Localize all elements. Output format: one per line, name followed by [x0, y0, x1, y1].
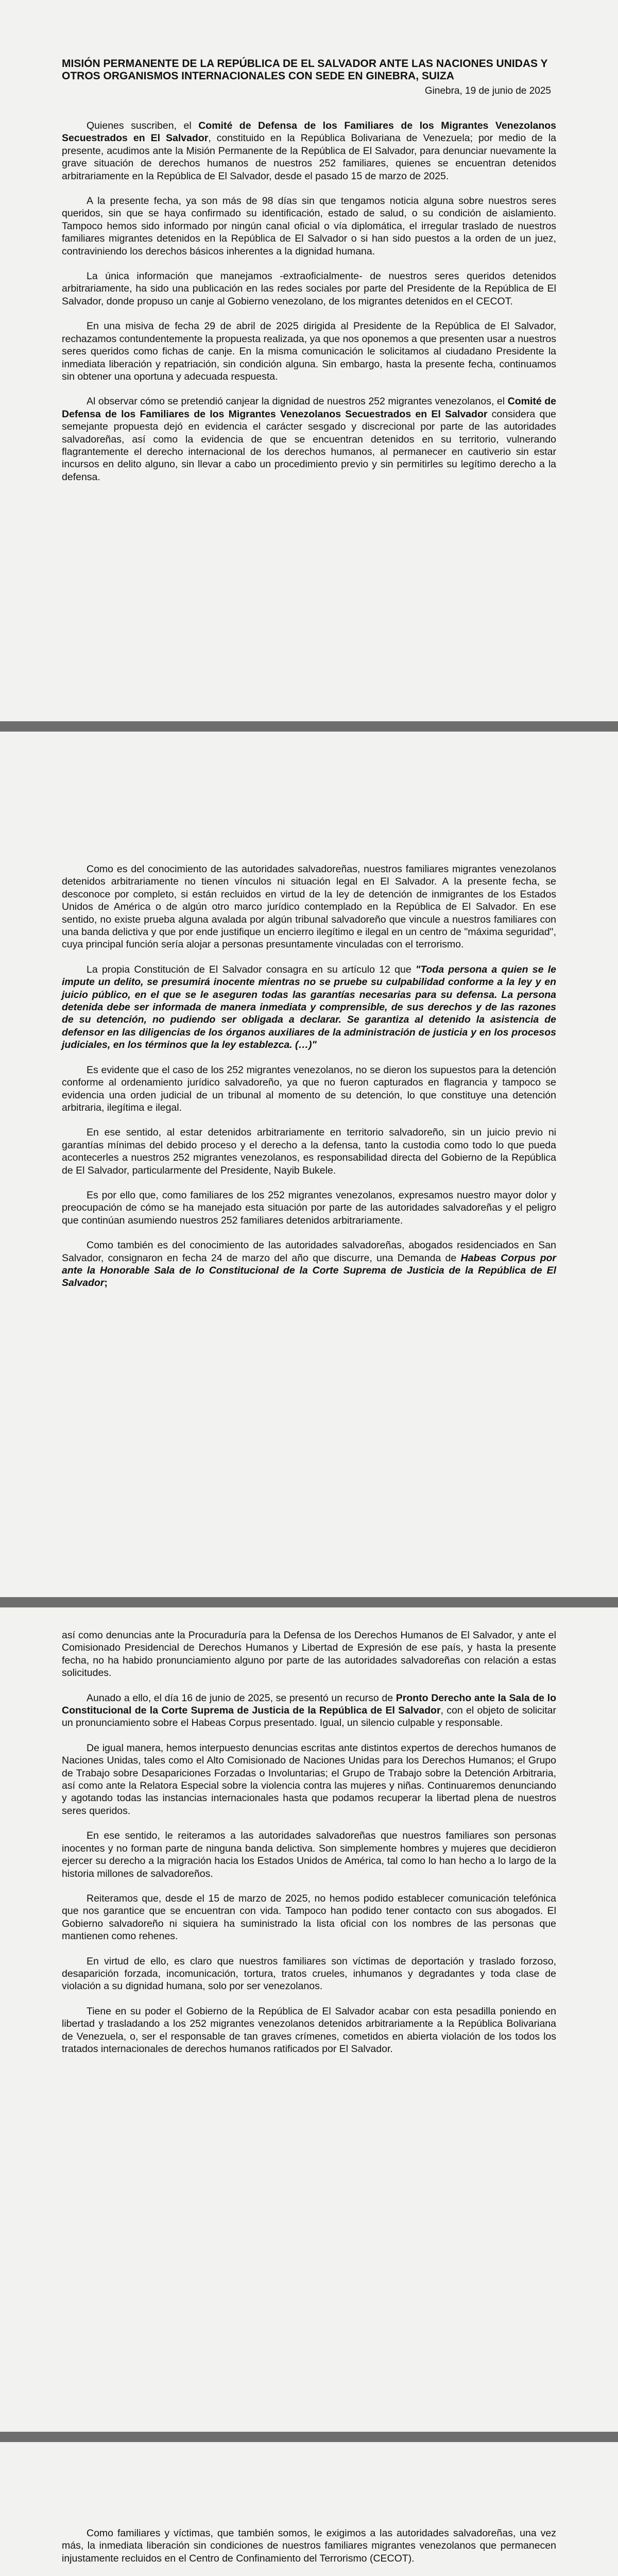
- page-3: [0, 1607, 618, 2432]
- paragraph-only-information: La única información que manejamos -extraoficialmente- de nuestros seres queridos detenidos arbitrariamente, ha sido una publicación en las redes sociales por parte del Presidente de la República de El Salvador, donde propuso un canje al Gobierno venezolano, de los migrantes detenidos en el CECOT.: [62, 270, 556, 307]
- paragraph-constitution: La propia Constitución de El Salvador consagra en su artículo 12 que "Toda persona a quien se le impute un delito, se presumirá inocente mientras no se pruebe su culpabilidad conforme a la ley y en juicio público, en el que se le aseguren todas las garantías necesarias para su defensa. La persona detenida debe ser informada de manera inmediata y comprensible, de sus derechos y de las razones de su detención, no pudiendo ser obligada a declarar. Se garantiza al detenido la asistencia de defensor en las diligencias de los órganos auxiliares de la administración de justicia y en los procesos judiciales, en los términos que la ley establezca. (…)": [62, 963, 556, 1051]
- paragraph-arbitrary-detention: Es evidente que el caso de los 252 migrantes venezolanos, no se dieron los supuestos para la detención conforme al ordenamiento jurídico salvadoreño, ya que no fueron capturados en flagrancia y tampoco se evidencia una orden judicial de un tribunal al momento de su detención, lo que constituye una detención arbitraria, ilegítima e ilegal.: [62, 1064, 556, 1113]
- paragraph-concern: Es por ello que, como familiares de los 252 migrantes venezolanos, expresamos nuestro mayor dolor y preocupación de cómo se ha manejado esta situación por parte de las autoridades salvadoreñas y el peligro que continúan asumiendo nuestros 252 familiares detenidos arbitrariamente.: [62, 1189, 556, 1226]
- page-1: [0, 0, 618, 721]
- paragraph-government-power: Tiene en su poder el Gobierno de la República de El Salvador acabar con esta pesadilla poniendo en libertad y trasladando a los 252 migrantes venezolanos detenidos arbitrariamente a la República Bolivariana de Venezuela, o, ser el responsable de tan graves crímenes, cometidos en abierta violación de los todos los tratados internacionales de derechos humanos ratificados por El Salvador.: [62, 2005, 556, 2055]
- paragraph-days-without-news: A la presente fecha, ya son más de 98 días sin que tengamos noticia alguna sobre nuestros seres queridos, sin que se haya confirmado su identificación, estado de salud, o su condición de aislamiento. Tampoco hemos sido informado por ningún canal oficial o vía diplomática, el irregular traslado de nuestros familiares migrantes detenidos en la República de El Salvador o si han sido puestos a la orden de un juez, contraviniendo los derechos básicos inherentes a la dignidad humana.: [62, 195, 556, 257]
- document-date: Ginebra, 19 de junio de 2025: [424, 86, 551, 96]
- paragraph-un-complaints: De igual manera, hemos interpuesto denuncias escritas ante distintos expertos de derechos humanos de Naciones Unidas, tales como el Alto Comisionado de Naciones Unidas para los Derechos Humanos; el Grupo de Trabajo sobre Desapariciones Forzadas o Involuntarias; el Grupo de Trabajo sobre la Detención Arbitraria, así como ante la Relatora Especial sobre la violencia contra las mujeres y niñas. Continuaremos denunciando y agotando todas las instancias internacionales hasta que podamos recuperar la libertad plena de nuestros seres queridos.: [62, 1742, 556, 1817]
- page-4: [0, 2442, 618, 2576]
- document-heading: MISIÓN PERMANENTE DE LA REPÚBLICA DE EL SALVADOR ANTE LAS NACIONES UNIDAS Y OTROS ORGANISMOS INTERNACIONALES CON SEDE EN GINEBRA, SUIZA: [62, 58, 548, 82]
- paragraph-no-communication: Reiteramos que, desde el 15 de marzo de 2025, no hemos podido establecer comunicación telefónica que nos garantice que se encuentran con vida. Tampoco han podido tener contacto con sus abogados. El Gobierno salvadoreño ni siquiera ha suministrado la lista oficial con los nombres de las personas que mantienen como rehenes.: [62, 1892, 556, 1942]
- paragraph-habeas-continued: así como denuncias ante la Procuraduría para la Defensa de los Derechos Humanos de El Salvador, y ante el Comisionado Presidencial de Derechos Humanos y Libertad de Expresión de ese país, y hasta la presente fecha, no ha habido pronunciamiento alguno por parte de las autoridades salvadoreñas con relación a estas solicitudes.: [62, 1630, 556, 1679]
- paragraph-demand-release: Como familiares y víctimas, que también somos, le exigimos a las autoridades salvadoreñas, una vez más, la inmediata liberación sin condiciones de nuestros familiares migrantes venezolanos que permanecen injustamente recluidos en el Centro de Confinamiento del Terrorismo (CECOT).: [62, 2528, 556, 2564]
- paragraph-missive: En una misiva de fecha 29 de abril de 2025 dirigida al Presidente de la República de El Salvador, rechazamos contundentemente la propuesta realizada, ya que nos oponemos a que presenten usar a nuestros seres queridos como fichas de canje. En la misma comunicación le solicitamos al ciudadano Presidente la inmediata liberación y repatriación, sin condición alguna. Sin embargo, hasta la presente fecha, continuamos sin obtener una oportuna y adecuada respuesta.: [62, 320, 556, 382]
- paragraph-victims: En virtud de ello, es claro que nuestros familiares son víctimas de deportación y traslado forzoso, desaparición forzada, incomunicación, tortura, tratos crueles, inhumanos y degradantes y toda clase de violación a su dignidad humana, solo por ser venezolanos.: [62, 1955, 556, 1992]
- paragraph-responsibility: En ese sentido, al estar detenidos arbitrariamente en territorio salvadoreño, sin un juicio previo ni garantías mínimas del debido proceso y el derecho a la defensa, tanto la custodia como todo lo que pueda acontecerles a nuestros 252 migrantes venezolanos, es responsabilidad directa del Gobierno de la República de El Salvador, particularmente del Presidente, Nayib Bukele.: [62, 1127, 556, 1176]
- paragraph-pronto-derecho: Aunado a ello, el día 16 de junio de 2025, se presentó un recurso de Pronto Derecho ante la Sala de lo Constitucional de la Corte Suprema de Justicia de la República de El Salvador, con el objeto de solicitar un pronunciamiento sobre el Habeas Corpus presentado. Igual, un silencio culpable y responsable.: [62, 1692, 557, 1729]
- page-2: [0, 732, 618, 1597]
- paragraph-swap-proposal: Al observar cómo se pretendió canjear la dignidad de nuestros 252 migrantes venezolanos, el Comité de Defensa de los Familiares de los Migrantes Venezolanos Secuestrados en El Salvador considera que semejante propuesta dejó en evidencia el carácter sesgado y discrecional por parte de las autoridades salvadoreñas, así como la evidencia de que se encuentran detenidos en su territorio, vulnerando flagrantemente el derecho internacional de los derechos humanos, al permanecer en cautiverio sin estar incursos en delito alguno, sin llevar a cabo un procedimiento previo y sin permitirles su legítimo derecho a la defensa.: [62, 396, 557, 483]
- paragraph-innocent-persons: En ese sentido, le reiteramos a las autoridades salvadoreñas que nuestros familiares son personas inocentes y no forman parte de ninguna banda delictiva. Son simplemente hombres y mujeres que decidieron ejercer su derecho a la migración hacia los Estados Unidos de América, tal como lo han hecho a lo largo de la historia millones de salvadoreños.: [62, 1830, 556, 1879]
- paragraph-intro: Quienes suscriben, el Comité de Defensa de los Familiares de los Migrantes Venezolanos Secuestrados en El Salvador, constituido en la República Bolivariana de Venezuela; por medio de la presente, acudimos ante la Misión Permanente de la República de El Salvador, para denunciar nuevamente la grave situación de derechos humanos de nuestros 252 familiares, quienes se encuentran detenidos arbitrariamente en la República de El Salvador, desde el pasado 15 de marzo de 2025.: [62, 120, 557, 182]
- paragraph-no-legal-status: Como es del conocimiento de las autoridades salvadoreñas, nuestros familiares migrantes venezolanos detenidos arbitrariamente no tienen vínculos ni situación legal en El Salvador. A la presente fecha, se desconoce por completo, si están recluidos en virtud de la ley de detención de inmigrantes de los Estados Unidos de América o de algún otro marco jurídico contemplado en la República de El Salvador. En ese sentido, no existe prueba alguna avalada por algún tribunal salvadoreño que vincule a nuestros familiares con una banda delictiva y que por ende justifique un encierro ilegítimo e ilegal en un centro de "máxima seguridad", cuya principal función sería alojar a personas presuntamente vinculadas con el terrorismo.: [62, 863, 556, 951]
- paragraph-habeas-corpus: Como también es del conocimiento de las autoridades salvadoreñas, abogados residenciados en San Salvador, consignaron en fecha 24 de marzo del año que discurre, una Demanda de Habeas Corpus por ante la Honorable Sala de lo Constitucional de la Corte Suprema de Justicia de la República de El Salvador;: [62, 1240, 556, 1289]
